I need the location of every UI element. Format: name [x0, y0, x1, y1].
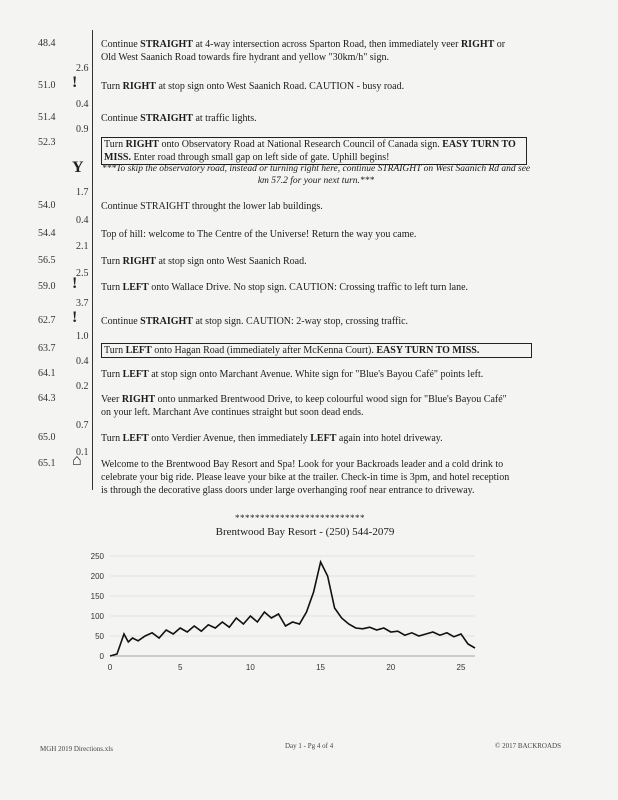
x-tick-label: 25	[456, 663, 466, 672]
segment-distance: 2.1	[76, 241, 89, 252]
direction-text: Continue STRAIGHT throught the lower lab buildings.	[101, 201, 323, 212]
direction-text: Top of hill: welcome to The Centre of the Universe! Return the way you came.	[101, 229, 417, 240]
resort-contact: Brentwood Bay Resort - (250) 544-2079	[215, 526, 395, 538]
direction-text: Turn LEFT onto Verdier Avenue, then immediately LEFT again into hotel driveway.	[101, 433, 443, 444]
km-marker: 54.4	[38, 228, 56, 239]
caution-icon: !	[72, 275, 78, 292]
segment-distance: 2.5	[76, 268, 89, 279]
footer-left: MGH 2019 Directions.xls	[40, 745, 113, 753]
y-tick-label: 200	[90, 572, 104, 581]
direction-text: Continue STRAIGHT at 4-way intersection across Sparton Road, then immediately veer RIGHT or Old West Saanich Road towards fire hydrant and yellow "30km/h" sign.	[101, 39, 506, 63]
segment-distance: 0.4	[76, 215, 89, 226]
direction-text: Veer RIGHT onto unmarked Brentwood Drive, to keep colourful wood sign for "Blue's Bayou Café" on your left. Marchant Ave continues straight but soon dead ends.	[101, 394, 507, 418]
direction-text: Welcome to the Brentwood Bay Resort and Spa! Look for your Backroads leader and a cold drink to celebrate your big ride. Please leave your bike at the trailer. Check-in time is 3pm, and hotel reception is through the decorative glass doors under large overhanging roof near entrance to driveway.	[101, 459, 510, 496]
km-marker: 65.1	[38, 458, 56, 469]
footer-center: Day 1 - Pg 4 of 4	[285, 742, 334, 750]
x-tick-label: 0	[107, 663, 113, 672]
y-tick-label: 150	[90, 592, 104, 601]
segment-distance: 0.4	[76, 99, 89, 110]
segment-distance: 0.9	[76, 124, 89, 135]
route-line	[92, 30, 93, 490]
separator-stars: **************************	[235, 513, 365, 523]
segment-distance: 0.1	[76, 447, 89, 458]
direction-text: Continue STRAIGHT at stop sign. CAUTION: 2-way stop, crossing traffic.	[101, 316, 409, 327]
km-marker: 65.0	[38, 432, 56, 443]
km-marker: 54.0	[38, 200, 56, 211]
segment-distance: 0.4	[76, 356, 89, 367]
x-tick-label: 20	[386, 663, 396, 672]
x-tick-label: 15	[316, 663, 326, 672]
direction-text: Turn LEFT onto Wallace Drive. No stop sign. CAUTION: Crossing traffic to left turn lane.	[101, 282, 469, 293]
km-marker: 62.7	[38, 315, 56, 326]
y-tick-label: 50	[95, 632, 104, 641]
y-tick-label: 100	[90, 612, 104, 621]
km-marker: 51.4	[38, 112, 56, 123]
direction-text: Turn RIGHT onto Observatory Road at National Research Council of Canada sign. EASY TURN TO MISS. Enter road through small gap on left side of gate. Uphill begins!	[101, 137, 527, 165]
km-marker: 51.0	[38, 80, 56, 91]
y-tick-label: 0	[99, 652, 104, 661]
km-marker: 59.0	[38, 281, 56, 292]
km-marker: 52.3	[38, 137, 56, 148]
x-tick-label: 5	[177, 663, 183, 672]
direction-text: Turn LEFT at stop sign onto Marchant Avenue. White sign for "Blue's Bayou Café" points left.	[101, 369, 484, 380]
direction-text: Turn RIGHT at stop sign onto West Saanich Road. CAUTION - busy road.	[101, 81, 405, 92]
fork-icon: Y	[72, 159, 84, 176]
direction-text: Turn RIGHT at stop sign onto West Saanich Road.	[101, 256, 307, 267]
direction-text: Turn LEFT onto Hagan Road (immediately after McKenna Court). EASY TURN TO MISS.	[101, 343, 532, 358]
caution-icon: !	[72, 74, 78, 91]
segment-distance: 3.7	[76, 298, 89, 309]
y-tick-label: 250	[90, 552, 104, 561]
km-marker: 64.3	[38, 393, 56, 404]
km-marker: 48.4	[38, 38, 56, 49]
km-marker: 64.1	[38, 368, 56, 379]
segment-distance: 2.6	[76, 63, 89, 74]
chart-axes	[91, 552, 475, 672]
footer-right: © 2017 BACKROADS	[495, 742, 561, 750]
segment-distance: 0.7	[76, 420, 89, 431]
segment-distance: 1.0	[76, 331, 89, 342]
x-tick-label: 10	[245, 663, 255, 672]
direction-text: Continue STRAIGHT at traffic lights.	[101, 113, 257, 124]
hotel-icon: ⌂	[72, 452, 82, 469]
caution-icon: !	[72, 309, 78, 326]
segment-distance: 1.7	[76, 187, 89, 198]
km-marker: 63.7	[38, 343, 56, 354]
elevation-chart	[70, 546, 490, 676]
segment-distance: 0.2	[76, 381, 89, 392]
km-marker: 56.5	[38, 255, 56, 266]
skip-note: ***To skip the observatory road, instead or turning right here, continue STRAIGHT on West Saanich Rd and see km 57.2 for your next turn.***	[101, 164, 531, 186]
